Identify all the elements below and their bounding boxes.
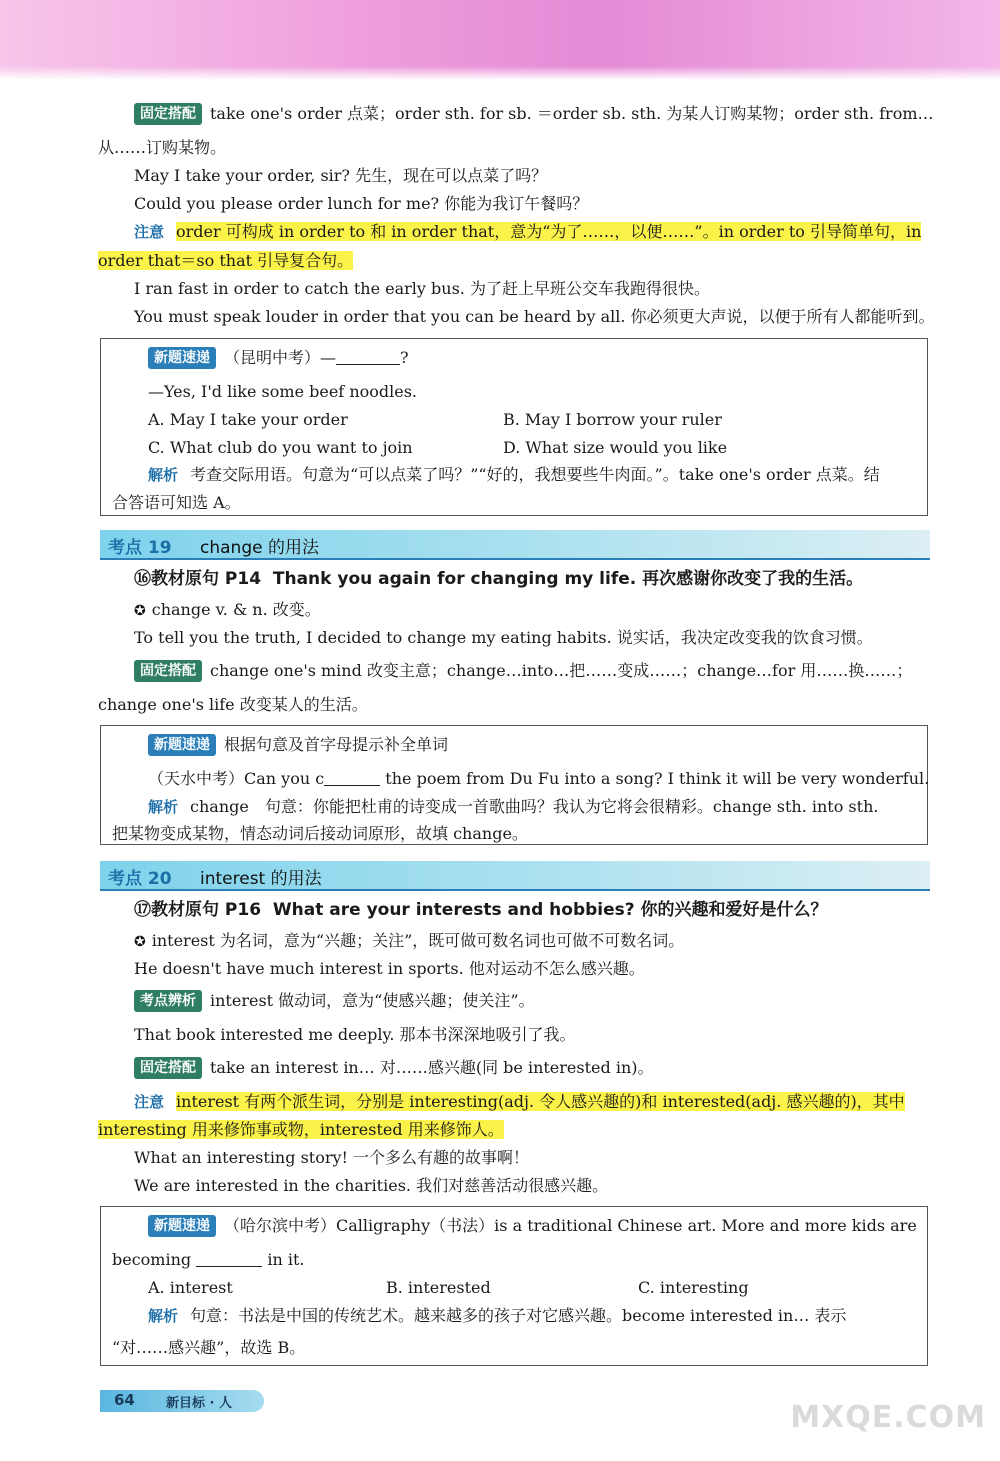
analysis-line: 合答语可知选 A。 <box>112 493 241 512</box>
textbook-sentence: ⑯教材原句 P14 Thank you again for changing my life. 再次感谢你改变了我的生活。 <box>134 569 864 589</box>
section-number: 考点 20 <box>108 869 172 889</box>
fixed-collocation-tag: 固定搭配 <box>134 660 202 682</box>
analysis-line: 解析 change 句意：你能把杜甫的诗变成一首歌曲吗？我认为它将会很精彩。change sth. into sth. <box>148 797 879 816</box>
note-line <box>98 249 353 273</box>
textbook-sentence: ⑰教材原句 P16 What are your interests and hobbies? 你的兴趣和爱好是什么？ <box>134 900 828 920</box>
note-line <box>134 1090 905 1114</box>
book-title: 新目标 · 人 <box>166 1396 232 1411</box>
practice-instruction: 新题速递 根据句意及首字母提示补全单词 <box>148 733 448 757</box>
option-b: B. interested <box>386 1278 491 1297</box>
example-sentence: He doesn't have much interest in sports. 他对运动不怎么感兴趣。 <box>134 959 645 978</box>
note-tag: 注意 <box>134 1093 165 1111</box>
section-title: change 的用法 <box>200 538 319 558</box>
text-line: change one's life 改变某人的生活。 <box>98 695 368 714</box>
example-sentence: To tell you the truth, I decided to change my eating habits. 说实话，我决定改变我的饮食习惯。 <box>134 628 873 647</box>
star-icon: ✪ <box>134 934 146 950</box>
example-sentence: You must speak louder in order that you can be heard by all. 你必须更大声说，以便于所有人都能听到。 <box>134 307 935 326</box>
top-decorative-banner <box>0 0 1000 80</box>
new-question-tag: 新题速递 <box>148 734 216 756</box>
practice-question: 新题速递 （哈尔滨中考）Calligraphy（书法）is a traditional Chinese art. More and more kids are <box>148 1214 917 1238</box>
section-title: interest 的用法 <box>200 869 322 889</box>
example-sentence: We are interested in the charities. 我们对慈善活动很感兴趣。 <box>134 1176 609 1195</box>
option-d: D. What size would you like <box>503 438 728 457</box>
distinction-line: 考点辨析 interest 做动词，意为“使感兴趣；使关注”。 <box>134 989 535 1013</box>
star-icon: ✪ <box>134 603 146 619</box>
option-c: C. What club do you want to join <box>148 438 413 457</box>
highlighted-note: interest 有两个派生词，分别是 interesting(adj. 令人感兴趣的)和 interested(adj. 感兴趣的)，其中 <box>176 1092 905 1111</box>
highlighted-note: order 可构成 in order to 和 in order that，意为“为了……，以便……”。in order to 引导简单句，in <box>176 222 922 241</box>
definition-line: ✪ interest 为名词，意为“兴趣；关注”，既可做可数名词也可做不可数名词。 <box>134 931 685 950</box>
highlighted-note: order that＝so that 引导复合句。 <box>98 251 354 270</box>
fixed-collocation-tag: 固定搭配 <box>134 1057 202 1079</box>
page-number: 64 <box>114 1391 135 1409</box>
watermark-logo: MXQE.COM <box>790 1400 986 1435</box>
option-a: A. interest <box>148 1278 233 1297</box>
note-tag: 注意 <box>134 223 165 241</box>
example-sentence: Could you please order lunch for me? 你能为我订午餐吗？ <box>134 194 589 213</box>
analysis-tag: 解析 <box>148 798 179 816</box>
fixed-collocation-line: 固定搭配 take one's order 点菜；order sth. for sb. ＝order sb. sth. 为某人订购某物；order sth. from… <box>134 102 934 126</box>
answer-blank <box>196 1250 262 1267</box>
definition-line: ✪ change v. & n. 改变。 <box>134 600 321 619</box>
section-header-19 <box>100 530 930 560</box>
fixed-collocation-line: 固定搭配 take an interest in… 对……感兴趣(同 be interested in)。 <box>134 1056 654 1080</box>
option-c: C. interesting <box>638 1278 749 1297</box>
analysis-line: 解析 句意：书法是中国的传统艺术。越来越多的孩子对它感兴趣。become interested in… 表示 <box>148 1306 847 1325</box>
new-question-tag: 新题速递 <box>148 347 216 369</box>
example-sentence: That book interested me deeply. 那本书深深地吸引了我。 <box>134 1025 576 1044</box>
option-a: A. May I take your order <box>148 410 348 429</box>
page-footer <box>100 1390 264 1412</box>
dialogue-reply: —Yes, I'd like some beef noodles. <box>148 382 418 401</box>
analysis-line: 把某物变成某物，情态动词后接动词原形，故填 change。 <box>112 824 528 843</box>
section-header-20 <box>100 861 930 891</box>
section-number: 考点 19 <box>108 538 172 558</box>
fixed-collocation-tag: 固定搭配 <box>134 103 202 125</box>
option-b: B. May I borrow your ruler <box>503 410 722 429</box>
practice-question: 新题速递 （昆明中考）— ? <box>148 346 409 370</box>
analysis-tag: 解析 <box>148 1307 179 1325</box>
note-line <box>134 220 921 244</box>
example-sentence: May I take your order, sir? 先生，现在可以点菜了吗？ <box>134 166 548 185</box>
answer-blank <box>324 769 380 786</box>
note-line <box>98 1118 504 1142</box>
text-line: 从……订购某物。 <box>98 138 227 157</box>
new-question-tag: 新题速递 <box>148 1215 216 1237</box>
answer-blank <box>336 348 400 365</box>
fixed-collocation-line: 固定搭配 change one's mind 改变主意；change…into…把……变成……；change…for 用……换……； <box>134 659 912 683</box>
distinction-tag: 考点辨析 <box>134 990 202 1012</box>
analysis-tag: 解析 <box>148 466 179 484</box>
example-sentence: What an interesting story! 一个多么有趣的故事啊！ <box>134 1148 530 1167</box>
practice-question: becoming in it. <box>112 1250 305 1269</box>
analysis-line: 解析 考查交际用语。句意为“可以点菜了吗？”“好的，我想要些牛肉面。”。take one's order 点菜。结 <box>148 465 880 484</box>
practice-question: （天水中考）Can you c the poem from Du Fu into a song? I think it will be very wonderful. <box>148 769 930 788</box>
example-sentence: I ran fast in order to catch the early bus. 为了赶上早班公交车我跑得很快。 <box>134 279 710 298</box>
analysis-line: “对……感兴趣”，故选 B。 <box>112 1338 306 1357</box>
highlighted-note: interesting 用来修饰事或物，interested 用来修饰人。 <box>98 1120 504 1139</box>
